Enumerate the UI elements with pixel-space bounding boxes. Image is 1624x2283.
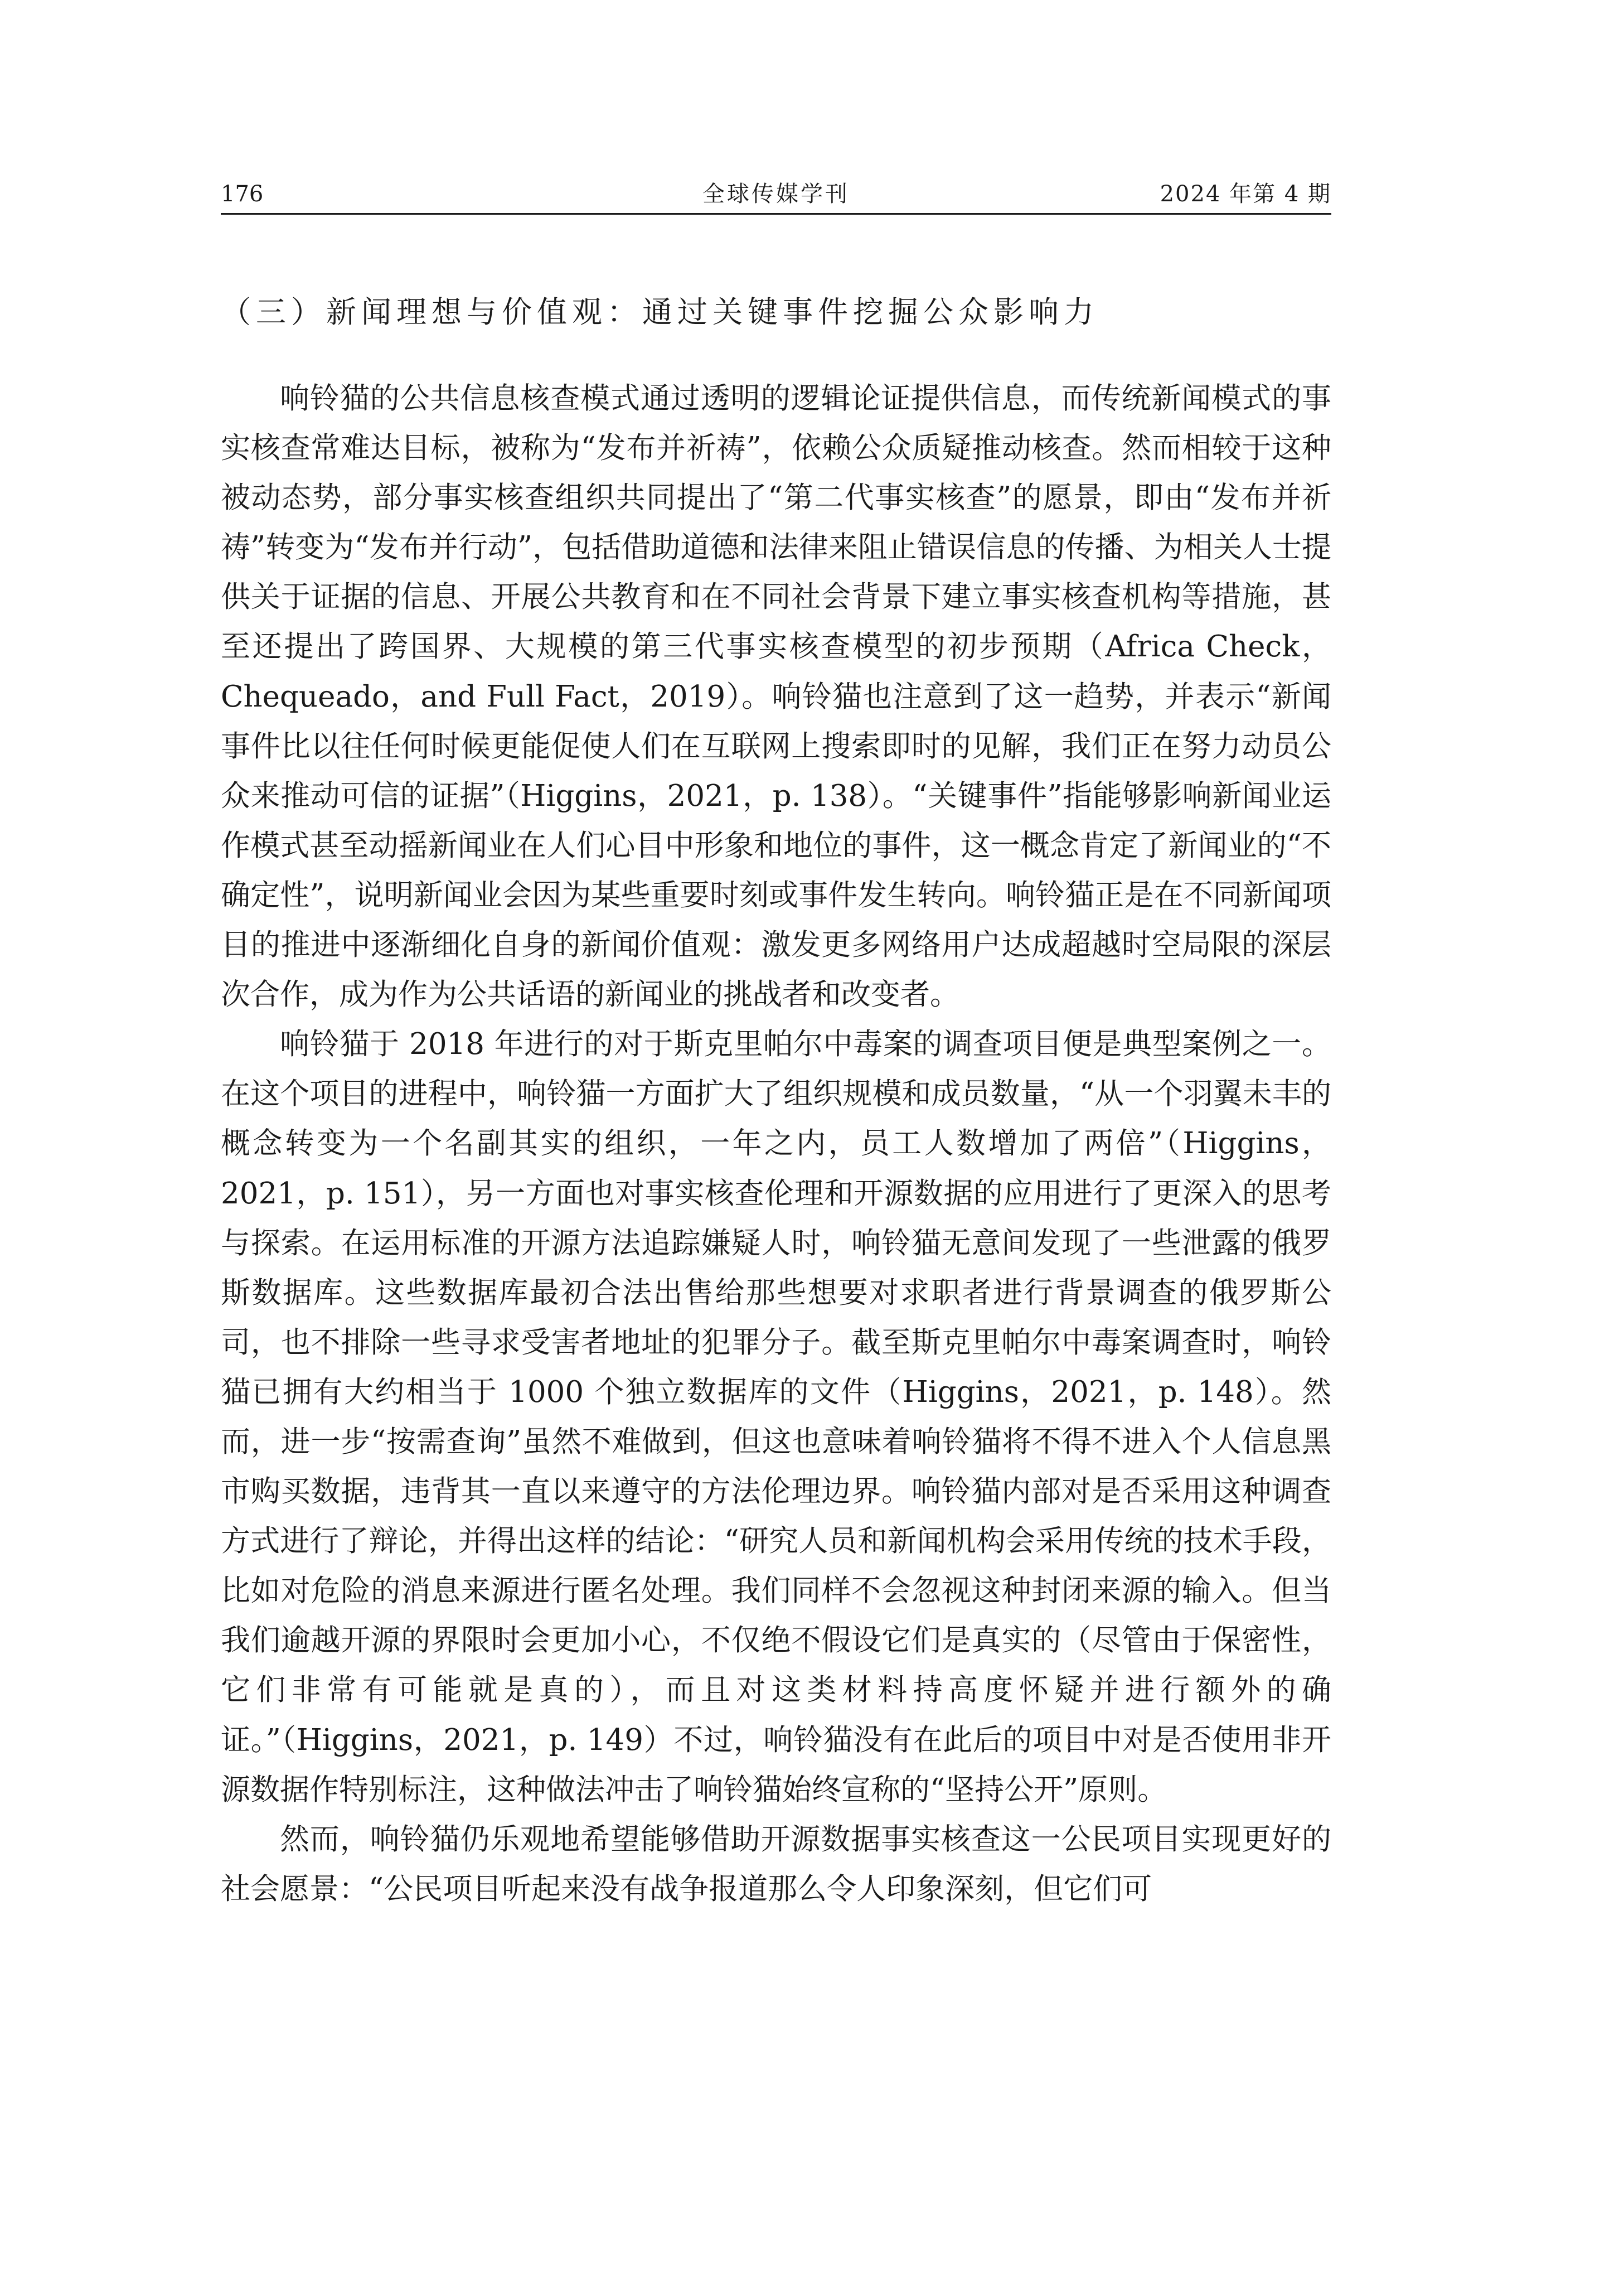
- body-text: [221, 374, 1331, 1914]
- header-rule: [221, 213, 1331, 215]
- paragraph: 响铃猫的公共信息核查模式通过透明的逻辑论证提供信息，而传统新闻模式的事实核查常难达目标，被称为“发布并祈祷”，依赖公众质疑推动核查。然而相较于这种被动态势，部分事实核查组织共同提出了“第二代事实核查”的愿景，即由“发布并祈祷”转变为“发布并行动”，包括借助道德和法律来阻止错误信息的传播、为相关人士提供关于证据的信息、开展公共教育和在不同社会背景下建立事实核查机构等措施，甚至还提出了跨国界、大规模的第三代事实核查模型的初步预期（Africa Check，Chequeado，and Full Fact，2019）。响铃猫也注意到了这一趋势，并表示“新闻事件比以往任何时候更能促使人们在互联网上搜索即时的见解，我们正在努力动员公众来推动可信的证据”（Higgins，2021，p. 138）。“关键事件”指能够影响新闻业运作模式甚至动摇新闻业在人们心目中形象和地位的事件，这一概念肯定了新闻业的“不确定性”，说明新闻业会因为某些重要时刻或事件发生转向。响铃猫正是在不同新闻项目的推进中逐渐细化自身的新闻价值观：激发更多网络用户达成超越时空局限的深层次合作，成为作为公共话语的新闻业的挑战者和改变者。: [221, 381, 1331, 1012]
- section-heading: （三）新闻理想与价值观：通过关键事件挖掘公众影响力: [221, 294, 1099, 330]
- paragraph: 然而，响铃猫仍乐观地希望能够借助开源数据事实核查这一公民项目实现更好的社会愿景：“公民项目听起来没有战争报道那么令人印象深刻，但它们可: [221, 1822, 1331, 1906]
- paragraph: 响铃猫于 2018 年进行的对于斯克里帕尔中毒案的调查项目便是典型案例之一。在这个项目的进程中，响铃猫一方面扩大了组织规模和成员数量，“从一个羽翼未丰的概念转变为一个名副其实的组织，一年之内，员工人数增加了两倍”（Higgins，2021，p. 151），另一方面也对事实核查伦理和开源数据的应用进行了更深入的思考与探索。在运用标准的开源方法追踪嫌疑人时，响铃猫无意间发现了一些泄露的俄罗斯数据库。这些数据库最初合法出售给那些想要对求职者进行背景调查的俄罗斯公司，也不排除一些寻求受害者地址的犯罪分子。截至斯克里帕尔中毒案调查时，响铃猫已拥有大约相当于 1000 个独立数据库的文件（Higgins，2021，p. 148）。然而，进一步“按需查询”虽然不难做到，但这也意味着响铃猫将不得不进入个人信息黑市购买数据，违背其一直以来遵守的方法伦理边界。响铃猫内部对是否采用这种调查方式进行了辩论，并得出这样的结论：“研究人员和新闻机构会采用传统的技术手段，比如对危险的消息来源进行匿名处理。我们同样不会忽视这种封闭来源的输入。但当我们逾越开源的界限时会更加小心，不仅绝不假设它们是真实的（尽管由于保密性，它们非常有可能就是真的），而且对这类材料持高度怀疑并进行额外的确证。”（Higgins，2021，p. 149）不过，响铃猫没有在此后的项目中对是否使用非开源数据作特别标注，这种做法冲击了响铃猫始终宣称的“坚持公开”原则。: [221, 1027, 1331, 1807]
- issue-label: 2024 年第 4 期: [1160, 181, 1331, 207]
- running-head: [221, 177, 1331, 211]
- page-number: 176: [221, 181, 264, 207]
- journal-title: 全球传媒学刊: [702, 181, 850, 207]
